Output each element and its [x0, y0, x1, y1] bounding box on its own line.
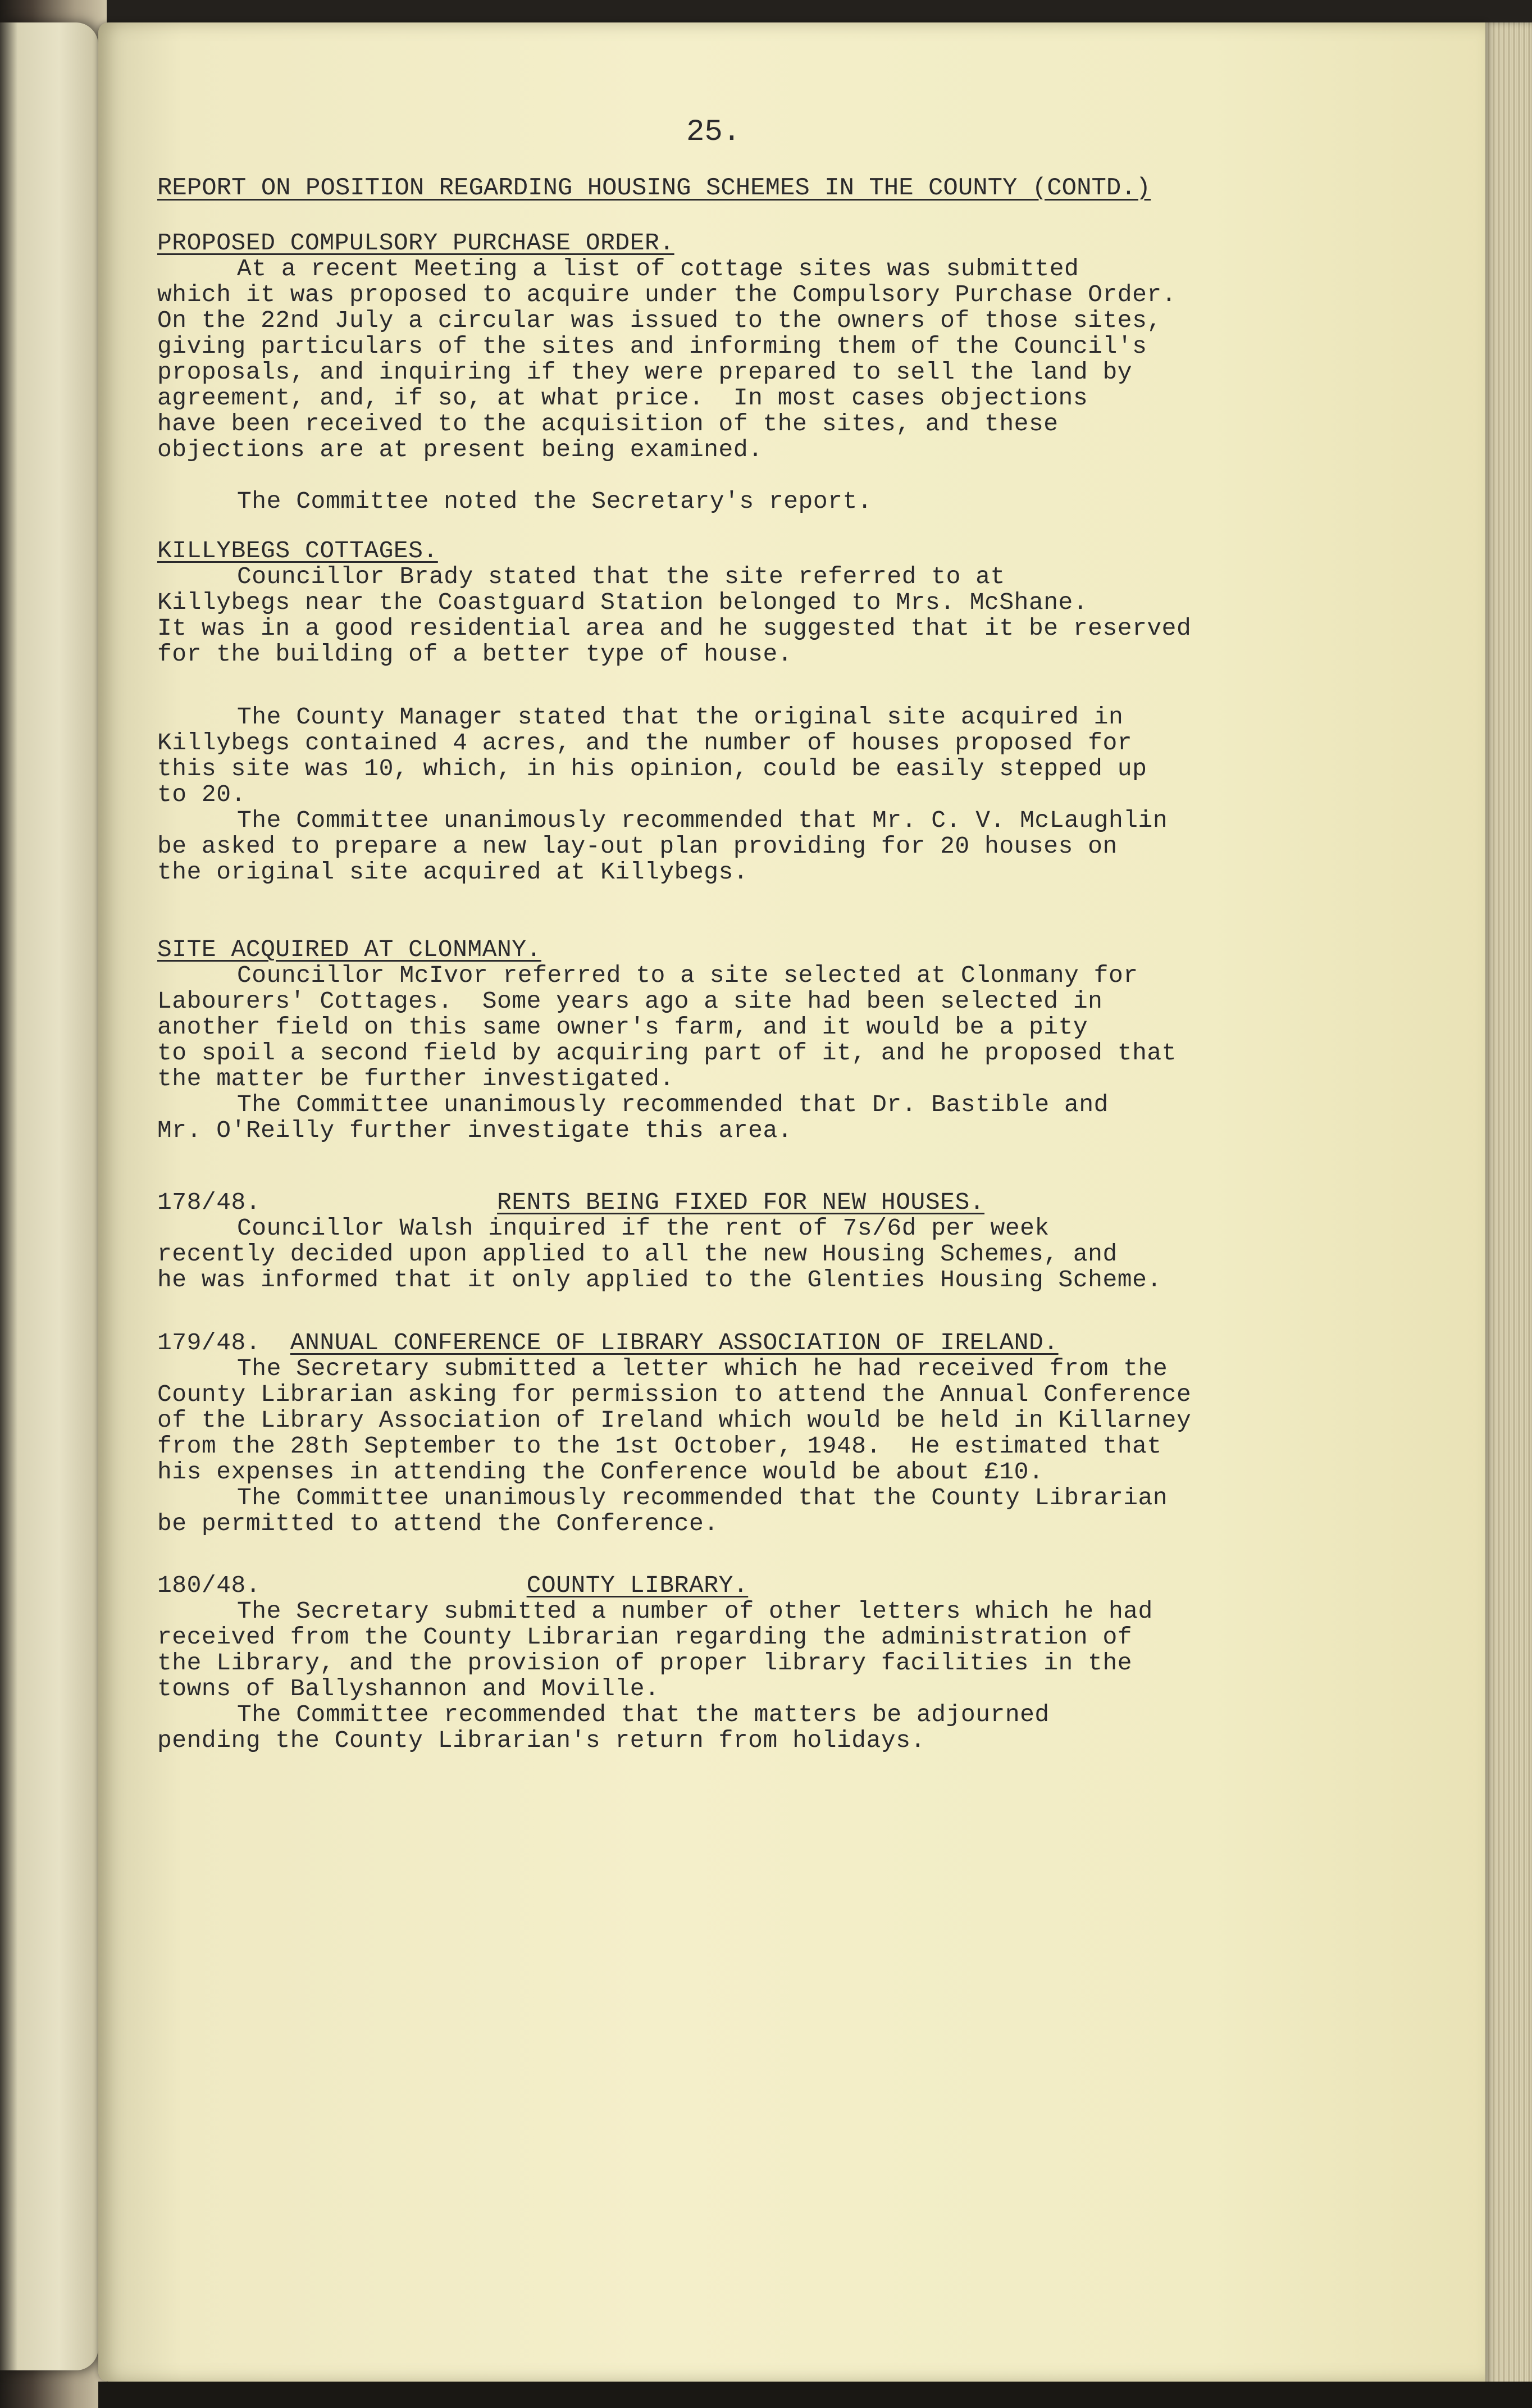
paragraph-line: he was informed that it only applied to the Glenties Housing Scheme.: [157, 1266, 1162, 1294]
minute-reference: 179/48.: [157, 1329, 261, 1357]
paragraph-line: The Committee unanimously recommended that Mr. C. V. McLaughlin: [237, 807, 1168, 834]
paragraph-line: recently decided upon applied to all the new Housing Schemes, and: [157, 1240, 1118, 1268]
paragraph-line: The County Manager stated that the original site acquired in: [237, 703, 1124, 731]
committee-note: The Committee noted the Secretary's report.: [237, 488, 873, 515]
paragraph-line: Councillor Brady stated that the site referred to at: [237, 563, 1005, 590]
section-killybegs-cottages: [157, 538, 1421, 885]
section-county-library: [157, 1573, 1421, 1754]
paragraph-line: objections are at present being examined.: [157, 436, 763, 463]
paragraph-line: have been received to the acquisition of the sites, and these: [157, 410, 1059, 438]
section-rents-new-houses: [157, 1190, 1421, 1293]
paragraph-line: received from the County Librarian regarding the administration of: [157, 1623, 1133, 1651]
paragraph-line: the Library, and the provision of proper library facilities in the: [157, 1649, 1133, 1677]
paragraph-line: Labourers' Cottages. Some years ago a site had been selected in: [157, 987, 1103, 1015]
paragraph-line: pending the County Librarian's return from holidays.: [157, 1727, 925, 1754]
paragraph-line: The Committee unanimously recommended that Dr. Bastible and: [237, 1091, 1109, 1118]
section-heading: SITE ACQUIRED AT CLONMANY.: [157, 936, 541, 963]
paragraph-line: The Secretary submitted a number of other letters which he had: [237, 1597, 1153, 1625]
report-title: REPORT ON POSITION REGARDING HOUSING SCHEMES IN THE COUNTY (CONTD.): [157, 174, 1151, 202]
paragraph-line: On the 22nd July a circular was issued to the owners of those sites,: [157, 307, 1162, 334]
previous-page-edge: [0, 22, 98, 2370]
minute-reference: 178/48.: [157, 1189, 261, 1216]
paragraph-line: Killybegs near the Coastguard Station belonged to Mrs. McShane.: [157, 589, 1088, 616]
paragraph-line: which it was proposed to acquire under the Compulsory Purchase Order.: [157, 281, 1177, 308]
paragraph-line: the matter be further investigated.: [157, 1065, 674, 1093]
paragraph-line: be permitted to attend the Conference.: [157, 1510, 719, 1537]
page-number: 25.: [686, 115, 741, 149]
section-compulsory-purchase: [157, 230, 1421, 515]
section-clonmany-site: [157, 937, 1421, 1144]
paragraph-line: agreement, and, if so, at what price. In most cases objections: [157, 384, 1088, 412]
paragraph-line: of the Library Association of Ireland which would be held in Killarney: [157, 1406, 1192, 1434]
section-heading: ANNUAL CONFERENCE OF LIBRARY ASSOCIATION OF IRELAND.: [290, 1329, 1059, 1357]
section-library-conference: [157, 1330, 1421, 1537]
paragraph-line: another field on this same owner's farm, and it would be a pity: [157, 1013, 1088, 1041]
paragraph-line: Killybegs contained 4 acres, and the number of houses proposed for: [157, 729, 1133, 757]
paragraph-line: to 20.: [157, 781, 246, 808]
section-heading: RENTS BEING FIXED FOR NEW HOUSES.: [497, 1189, 985, 1216]
section-heading: COUNTY LIBRARY.: [526, 1572, 749, 1599]
section-heading: PROPOSED COMPULSORY PURCHASE ORDER.: [157, 229, 674, 257]
paragraph-line: the original site acquired at Killybegs.: [157, 858, 749, 886]
paragraph-line: for the building of a better type of house.: [157, 640, 793, 668]
paragraph-line: from the 28th September to the 1st October, 1948. He estimated that: [157, 1432, 1162, 1460]
paragraph-line: giving particulars of the sites and informing them of the Council's: [157, 333, 1147, 360]
paragraph-line: Councillor Walsh inquired if the rent of 7s/6d per week: [237, 1214, 1050, 1242]
paragraph-line: County Librarian asking for permission to attend the Annual Conference: [157, 1381, 1192, 1408]
minute-reference: 180/48.: [157, 1572, 261, 1599]
page-stack-edge: [1485, 22, 1532, 2393]
paragraph-line: his expenses in attending the Conference would be about £10.: [157, 1458, 1044, 1486]
paragraph-line: At a recent Meeting a list of cottage sites was submitted: [237, 255, 1079, 283]
paragraph-line: It was in a good residential area and he suggested that it be reserved: [157, 614, 1192, 642]
paragraph-line: towns of Ballyshannon and Moville.: [157, 1675, 660, 1703]
paragraph-line: The Committee recommended that the matters be adjourned: [237, 1701, 1050, 1728]
paragraph-line: this site was 10, which, in his opinion, could be easily stepped up: [157, 755, 1147, 782]
section-heading: KILLYBEGS COTTAGES.: [157, 537, 438, 565]
paragraph-line: Councillor McIvor referred to a site selected at Clonmany for: [237, 962, 1138, 989]
page-bottom-shadow: [98, 2382, 1532, 2408]
paragraph-line: proposals, and inquiring if they were prepared to sell the land by: [157, 358, 1133, 386]
paragraph-line: Mr. O'Reilly further investigate this area.: [157, 1117, 793, 1144]
paragraph-line: to spoil a second field by acquiring part of it, and he proposed that: [157, 1039, 1177, 1067]
paragraph-line: be asked to prepare a new lay-out plan providing for 20 houses on: [157, 832, 1118, 860]
paragraph-line: The Committee unanimously recommended that the County Librarian: [237, 1484, 1168, 1512]
paragraph-line: The Secretary submitted a letter which he had received from the: [237, 1355, 1168, 1382]
